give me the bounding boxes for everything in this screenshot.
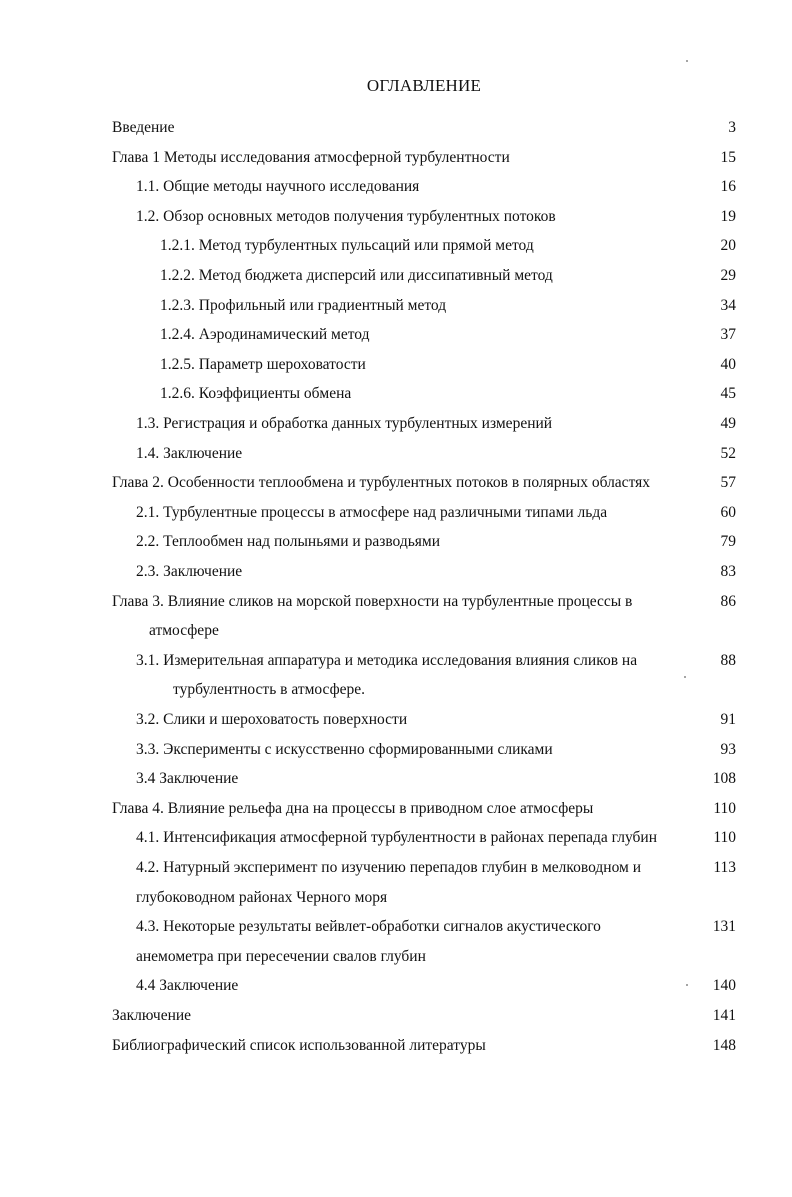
toc-entry-title: 4.2. Натурный эксперимент по изучению перепадов глубин в мелководном и [136, 859, 642, 876]
toc-entry-title: Библиографический список использованной литературы [112, 1036, 486, 1054]
toc-page-number: 148 [712, 1036, 736, 1054]
toc-entry-title: 3.2. Слики и шероховатость поверхности [136, 711, 408, 728]
toc-entry-text [136, 202, 556, 232]
scan-speck [684, 676, 686, 678]
toc-entry-title: 4.4 Заключение [136, 977, 239, 995]
toc-entry-text [136, 823, 657, 853]
toc-page-number: 110 [713, 829, 736, 847]
toc-entry-text [112, 113, 174, 143]
toc-entry-title: 1.3. Регистрация и обработка данных турбулентных измерений [136, 415, 553, 432]
toc-page-number: 86 [720, 592, 736, 610]
toc-entry-title: 4.1. Интенсификация атмосферной турбулентности в районах перепада глубин [136, 829, 657, 847]
toc-page-number: 91 [720, 711, 736, 728]
toc-page-number: 19 [720, 207, 736, 225]
toc-entry-title: 1.1. Общие методы научного исследования [136, 178, 420, 196]
toc-page-number: 113 [713, 859, 736, 876]
page-title: ОГЛАВЛЕНИЕ [366, 76, 482, 95]
toc-page-number: 93 [720, 740, 736, 758]
toc-entry-text [112, 1001, 191, 1031]
toc-page-number: 108 [712, 770, 736, 788]
toc-page-number: 60 [720, 503, 736, 521]
toc-entry-text [160, 379, 351, 409]
toc-page-number: 83 [720, 563, 736, 580]
toc-page-number: 131 [712, 918, 736, 936]
toc-page-number: 20 [720, 237, 736, 255]
toc-entry-text [160, 350, 366, 380]
toc-entry-title: 3.1. Измерительная аппаратура и методика исследования влияния сликов на [136, 651, 638, 669]
toc-entry-title: 3.4 Заключение [136, 770, 239, 788]
toc-entry-text [136, 439, 242, 469]
toc-entry-text [136, 735, 553, 765]
toc-page-number: 37 [720, 326, 736, 344]
toc-entry-text [136, 971, 238, 1001]
toc-entry-title: Заключение [112, 1007, 192, 1024]
toc-page-number: 16 [720, 178, 736, 196]
toc-entry-title: Глава 2. Особенности теплообмена и турбулентных потоков в полярных областях [112, 474, 651, 492]
toc-page-number: 79 [720, 533, 736, 551]
toc-entry-title: Глава 4. Влияние рельефа дна на процессы в приводном слое атмосферы [112, 799, 594, 817]
toc-entry-title: 2.2. Теплообмен над полыньями и разводьями [136, 533, 441, 551]
toc-entry-text [112, 1031, 486, 1061]
toc-page-number: 140 [712, 977, 736, 995]
toc-entry-title: 1.2. Обзор основных методов получения турбулентных потоков [136, 207, 556, 225]
toc-entry-text [112, 143, 510, 173]
toc-entry-title: Глава 1 Методы исследования атмосферной турбулентности [112, 148, 510, 166]
toc-entry-text [136, 527, 440, 557]
toc-entry-title-continuation: глубоководном районах Черного моря [136, 888, 388, 906]
toc-entry-text [136, 853, 641, 912]
toc-entry-text [112, 587, 632, 646]
toc-entry-title-continuation: атмосфере [149, 622, 219, 640]
toc-entry-title: Глава 3. Влияние сликов на морской поверхности на турбулентные процессы в [112, 592, 633, 610]
toc-page-number: 141 [712, 1007, 736, 1024]
toc-page-number: 40 [720, 355, 736, 373]
toc-entry-title: 3.3. Эксперименты с искусственно сформированными сликами [136, 740, 553, 758]
toc-page-number: 3 [728, 119, 736, 136]
toc-entry-title: 1.2.3. Профильный или градиентный метод [160, 296, 447, 314]
toc-entry-text [136, 498, 607, 528]
toc-entry-text [112, 794, 593, 824]
scan-speck [686, 984, 688, 986]
toc-entry-text [160, 231, 534, 261]
toc-page-number: 29 [720, 267, 736, 284]
toc-entry-text [136, 557, 242, 587]
toc-entry-text [160, 261, 553, 291]
toc-entry-text [136, 409, 552, 439]
toc-entry-text [136, 646, 637, 705]
toc-entry-title: 1.2.1. Метод турбулентных пульсаций или прямой метод [160, 237, 534, 255]
toc-entry-text [112, 468, 650, 498]
toc-entry-title-continuation: турбулентность в атмосфере. [173, 681, 366, 699]
toc-entry-title: 1.2.4. Аэродинамический метод [160, 326, 370, 344]
toc-entry-title-continuation: анемометра при пересечении свалов глубин [136, 947, 426, 965]
toc-entry-text [136, 705, 407, 735]
toc-entry-title: 1.2.6. Коэффициенты обмена [160, 385, 352, 403]
toc-page-number: 15 [720, 148, 736, 166]
toc-page-number: 57 [720, 474, 736, 492]
toc-page-number: 52 [720, 444, 736, 462]
toc-entry-title: 2.3. Заключение [136, 563, 243, 580]
toc-entry-title: 2.1. Турбулентные процессы в атмосфере над различными типами льда [136, 503, 608, 521]
toc-page-number: 34 [720, 296, 736, 314]
scan-speck [686, 60, 688, 62]
toc-entry-title: Введение [112, 119, 175, 136]
toc-entry-title: 1.2.2. Метод бюджета дисперсий или диссипативный метод [160, 267, 553, 284]
toc-entry-title: 4.3. Некоторые результаты вейвлет-обработки сигналов акустического [136, 918, 601, 936]
toc-entry-text [136, 172, 419, 202]
toc-entry-text [136, 764, 238, 794]
toc-entry-title: 1.4. Заключение [136, 444, 243, 462]
toc-page-number: 110 [713, 799, 736, 817]
toc-entry-text [160, 291, 446, 321]
toc-page-number: 49 [720, 415, 736, 432]
toc-page-number: 88 [720, 651, 736, 669]
toc-entry-text [160, 320, 370, 350]
toc-page-number: 45 [720, 385, 736, 403]
toc-entry-text [136, 912, 601, 971]
toc-entry-title: 1.2.5. Параметр шероховатости [160, 355, 366, 373]
